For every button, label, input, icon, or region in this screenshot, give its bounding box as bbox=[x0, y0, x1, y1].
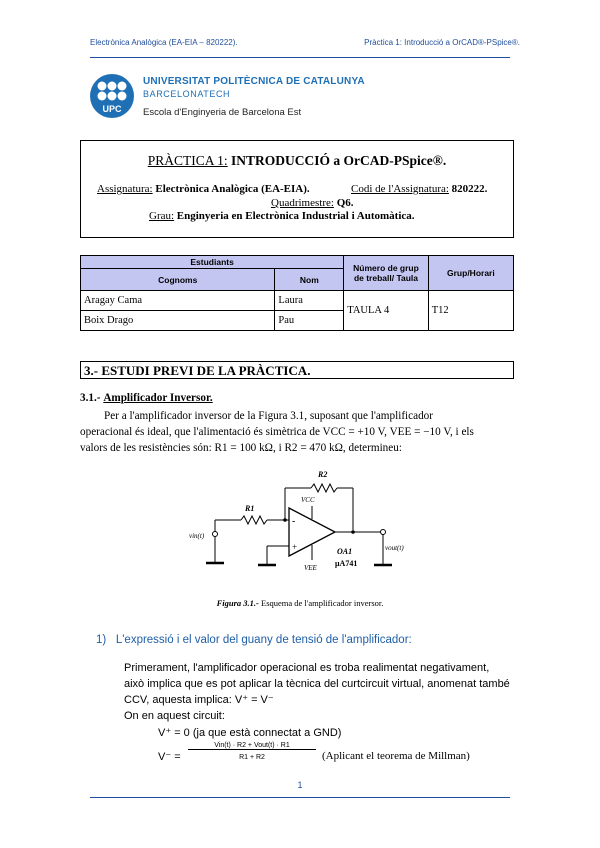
running-header-left: Electrònica Analògica (EA-EIA – 820222). bbox=[90, 38, 238, 47]
taula-value: TAULA 4 bbox=[344, 291, 428, 331]
inverting-amplifier-schematic bbox=[185, 460, 425, 590]
vcc-label: VCC bbox=[301, 496, 315, 504]
r2-label: R2 bbox=[318, 470, 328, 479]
header-rule bbox=[90, 57, 510, 58]
logo-mark: UPC bbox=[102, 104, 122, 114]
para-line-3: valors de les resistències són: R1 = 100 kΩ, i R2 = 470 kΩ, determineu: bbox=[80, 442, 402, 454]
header-grup-horari: Grup/Horari bbox=[428, 256, 513, 291]
student-1-nom: Laura bbox=[275, 291, 344, 311]
page-number: 1 bbox=[297, 780, 303, 790]
answer-line-3: CCV, aquesta implica: V⁺ = V⁻ bbox=[124, 694, 274, 706]
vee-label: VEE bbox=[304, 564, 317, 572]
subsection-heading: 3.1.- Amplificador Inversor. bbox=[80, 392, 213, 404]
upc-logo-icon bbox=[90, 74, 134, 118]
running-header-right: Pràctica 1: Introducció a OrCAD®-PSpice®. bbox=[364, 38, 520, 47]
practice-title: PRÀCTICA 1: INTRODUCCIÓ a OrCAD-PSpice®. bbox=[147, 153, 447, 168]
university-tagline: BARCELONATECH bbox=[143, 89, 231, 99]
header-cognoms: Cognoms bbox=[81, 269, 275, 291]
quadrimestre-line: Quadrimestre: Q6. bbox=[271, 197, 354, 209]
plus-sign: + bbox=[292, 542, 298, 552]
equation-1: V⁺ = 0 (ja que està connectat a GND) bbox=[158, 727, 342, 739]
student-2-cognoms: Boix Drago bbox=[81, 311, 275, 331]
model-label: μA741 bbox=[335, 559, 358, 568]
code-line: Codi de l'Assignatura: 820222. bbox=[351, 183, 488, 195]
figure-caption: Figura 3.1.- Esquema de l'amplificador inversor. bbox=[216, 598, 384, 608]
school-name: Escola d'Enginyeria de Barcelona Est bbox=[143, 107, 302, 118]
para-line-2: operacional és ideal, que l'alimentació és simètrica de VCC = +10 V, VEE = −10 V, i els bbox=[80, 426, 474, 438]
header-grup-treball: Número de grup de treball/ Taula bbox=[344, 256, 428, 291]
students-table bbox=[80, 255, 514, 331]
title-box bbox=[80, 140, 514, 238]
header-estudiants: Estudiants bbox=[81, 256, 344, 269]
r1-label: R1 bbox=[245, 504, 255, 513]
vout-label: vout(t) bbox=[385, 544, 404, 552]
student-2-nom: Pau bbox=[275, 311, 344, 331]
horari-value: T12 bbox=[428, 291, 513, 331]
degree-line: Grau: Enginyeria en Electrònica Industrial i Automàtica. bbox=[149, 210, 415, 222]
question-1: 1) L'expressió i el valor del guany de tensió de l'amplificador: bbox=[96, 634, 412, 646]
answer-line-1: Primerament, l'amplificador operacional es troba realimentat negativament, bbox=[124, 662, 490, 674]
vin-label: vin(t) bbox=[189, 532, 205, 540]
subject-line: Assignatura: Electrònica Analògica (EA-EIA). bbox=[97, 183, 310, 195]
answer-line-2: això implica que es pot aplicar la tècnica del curtcircuit virtual, anomenat també bbox=[124, 678, 510, 690]
oa-label: OA1 bbox=[337, 547, 353, 556]
minus-sign: - bbox=[292, 516, 296, 527]
section-heading: 3.- ESTUDI PREVI DE LA PRÀCTICA. bbox=[80, 361, 514, 379]
answer-line-4: On en aquest circuit: bbox=[124, 710, 225, 722]
student-1-cognoms: Aragay Cama bbox=[81, 291, 275, 311]
para-line-1: Per a l'amplificador inversor de la Figura 3.1, suposant que l'amplificador bbox=[104, 410, 433, 422]
footer-rule bbox=[90, 797, 510, 798]
university-name: UNIVERSITAT POLITÈCNICA DE CATALUNYA bbox=[143, 76, 365, 87]
header-nom: Nom bbox=[275, 269, 344, 291]
